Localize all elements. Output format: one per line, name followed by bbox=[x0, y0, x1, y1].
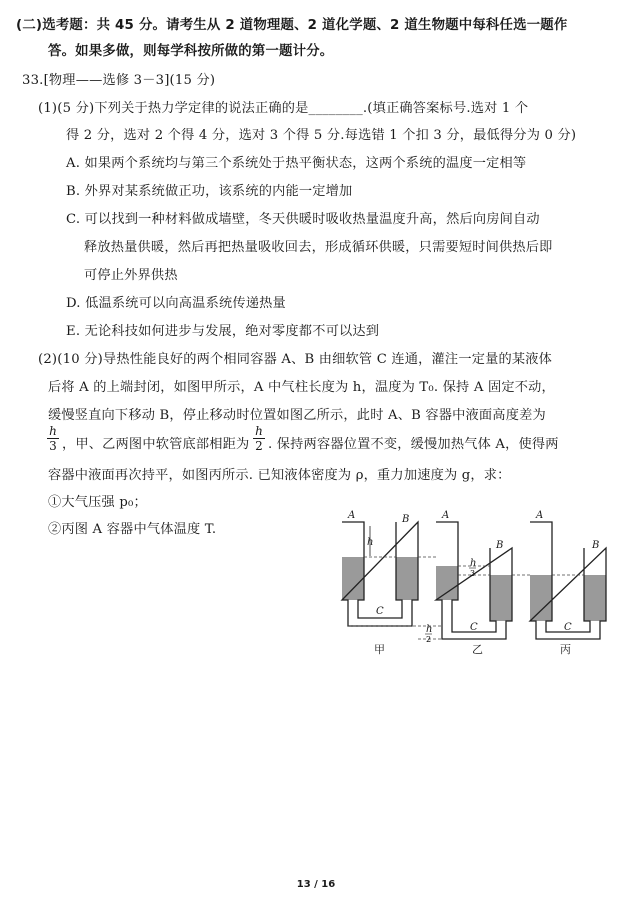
part2-line4-a: ，甲、乙两图中软管底部相距为 bbox=[62, 437, 250, 452]
caption-bing: 丙 bbox=[560, 643, 571, 656]
fraction-h-over-2: h 2 bbox=[252, 424, 266, 453]
part2-line1: (2)(10 分)导热性能良好的两个相同容器 A、B 由细软管 C 连通，灌注一定量的某液体 bbox=[38, 352, 553, 367]
jia-label-a: A bbox=[348, 510, 356, 521]
connected-containers-figure bbox=[330, 508, 620, 658]
label-h2-num: h bbox=[426, 624, 433, 635]
option-c-line3: 可停止外界供热 bbox=[84, 268, 178, 283]
yi-label-h3-num: h bbox=[470, 558, 477, 569]
option-e: E. 无论科技如何进步与发展，绝对零度都不可以达到 bbox=[66, 324, 380, 339]
question-33-header: 33.[物理——选修 3－3](15 分) bbox=[22, 73, 216, 88]
fraction-h-over-3: h 3 bbox=[46, 424, 60, 453]
yi-label-c: C bbox=[470, 622, 478, 633]
part2-line3: 缓慢竖直向下移动 B，停止移动时位置如图乙所示，此时 A、B 容器中液面高度差为 bbox=[48, 408, 546, 423]
caption-yi: 乙 bbox=[472, 643, 483, 656]
container-b-liquid bbox=[490, 575, 512, 621]
bing-label-c: C bbox=[564, 622, 572, 633]
section-heading-line2: 答。如果多做，则每学科按所做的第一题计分。 bbox=[48, 44, 334, 59]
caption-jia: 甲 bbox=[374, 643, 385, 656]
section-heading-line1: (二)选考题：共 45 分。请考生从 2 道物理题、2 道化学题、2 道生物题中每科任选一题作 bbox=[16, 18, 568, 33]
option-b: B. 外界对某系统做正功，该系统的内能一定增加 bbox=[66, 184, 353, 199]
yi-label-b: B bbox=[496, 540, 504, 551]
jia-label-b: B bbox=[402, 514, 410, 525]
part2-line2: 后将 A 的上端封闭，如图甲所示，A 中气柱长度为 h，温度为 T₀. 保持 A 固定不动， bbox=[48, 380, 555, 395]
bing-label-b: B bbox=[592, 540, 600, 551]
jia-label-c: C bbox=[376, 606, 384, 617]
yi-label-h3-den: 3 bbox=[470, 569, 476, 578]
container-b-liquid bbox=[396, 557, 418, 600]
part1-line2: 得 2 分，选对 2 个得 4 分，选对 3 个得 5 分.每选错 1 个扣 3 分，最低得分为 0 分) bbox=[66, 128, 577, 143]
container-a-liquid bbox=[342, 557, 364, 600]
page-number: 13 / 16 bbox=[296, 879, 336, 890]
part2-line4-b: . 保持两容器位置不变，缓慢加热气体 A，使得两 bbox=[268, 437, 559, 452]
yi-label-a: A bbox=[442, 510, 450, 521]
diagram-yi bbox=[436, 510, 512, 656]
container-b-liquid bbox=[584, 575, 606, 621]
option-c-line2: 释放热量供暖，然后再把热量吸收回去，形成循环供暖，只需要短时间供热后即 bbox=[84, 240, 553, 255]
container-a-liquid bbox=[436, 566, 458, 600]
diagram-bing bbox=[530, 510, 606, 656]
option-c-line1: C. 可以找到一种材料做成墙壁，冬天供暖时吸收热量温度升高，然后向房间自动 bbox=[66, 212, 540, 227]
sub-question-1: ①大气压强 p₀； bbox=[48, 495, 147, 510]
option-d: D. 低温系统可以向高温系统传递热量 bbox=[66, 296, 286, 311]
sub-question-2: ②丙图 A 容器中气体温度 T. bbox=[48, 522, 217, 537]
bing-label-a: A bbox=[536, 510, 544, 521]
label-h2-den: 2 bbox=[426, 635, 432, 644]
container-a-liquid bbox=[530, 575, 552, 621]
option-a: A. 如果两个系统均与第三个系统处于热平衡状态，这两个系统的温度一定相等 bbox=[66, 156, 527, 171]
jia-label-h: h bbox=[367, 537, 374, 548]
diagram-jia bbox=[342, 510, 418, 656]
part2-line5: 容器中液面再次持平，如图丙所示. 已知液体密度为 ρ，重力加速度为 g，求： bbox=[48, 468, 511, 483]
part1-line1: (1)(5 分)下列关于热力学定律的说法正确的是________.(填正确答案标号.选对 1 个 bbox=[38, 101, 529, 116]
